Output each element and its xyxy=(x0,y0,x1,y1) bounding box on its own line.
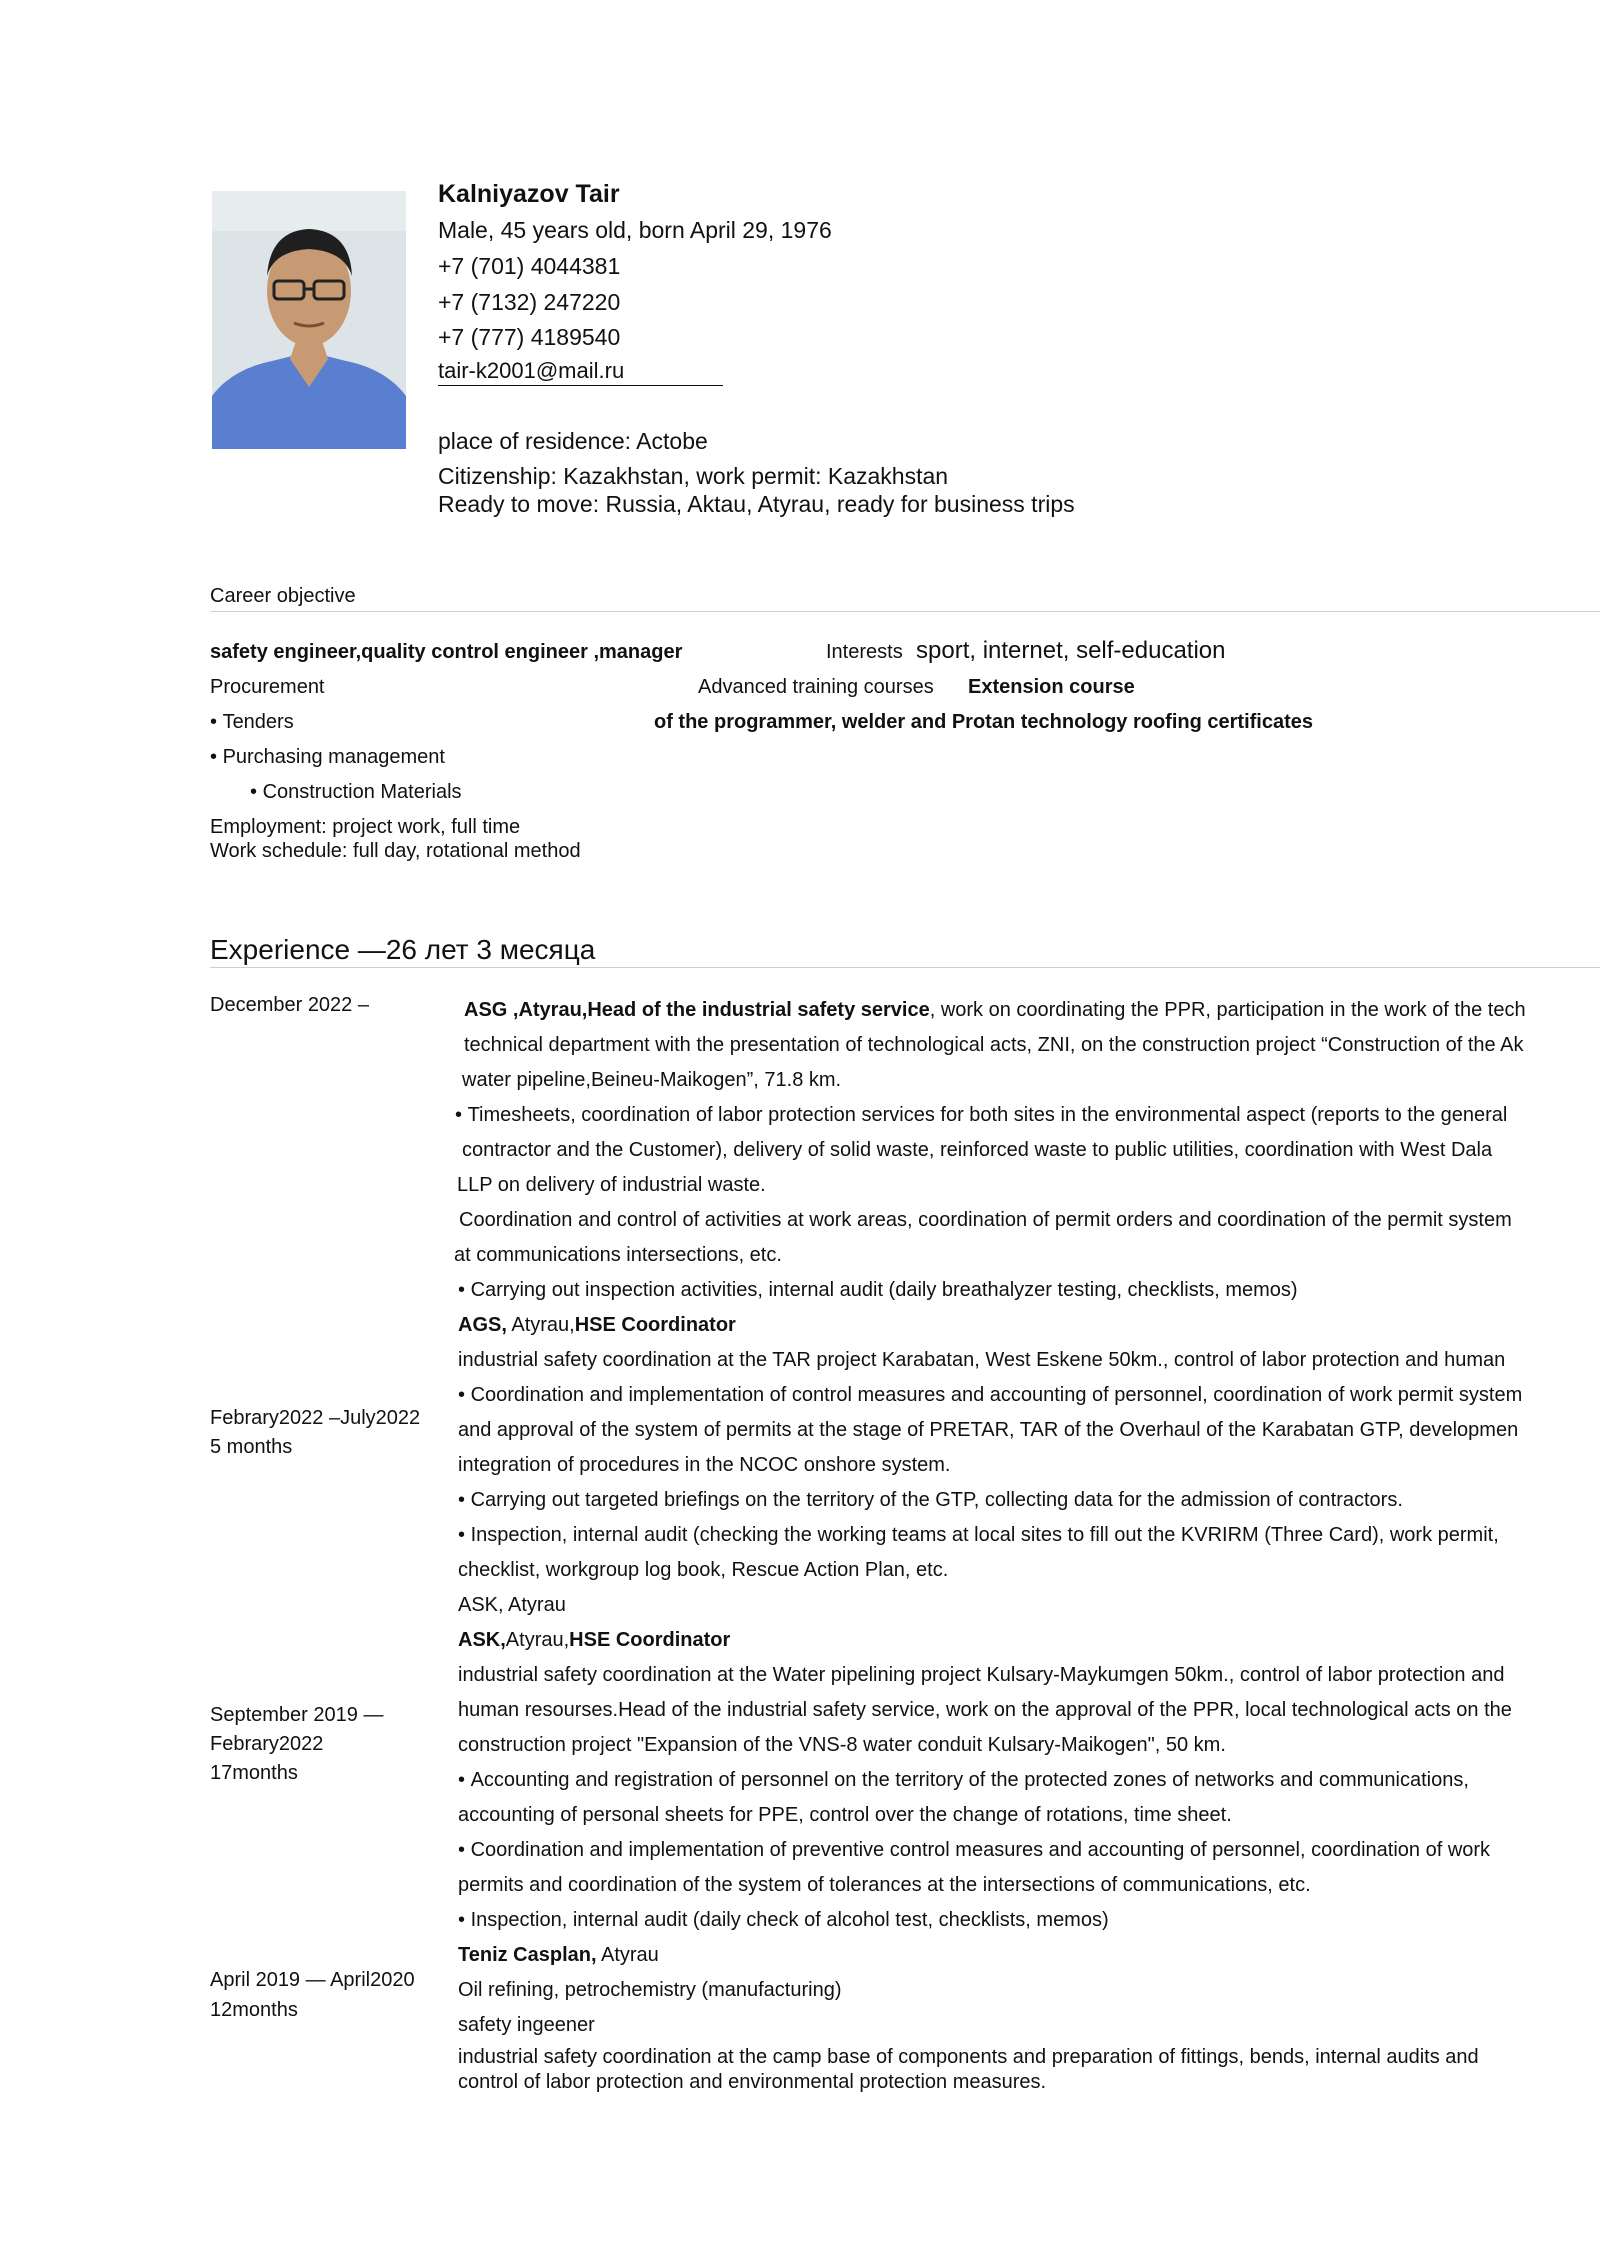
job2-role: HSE Coordinator xyxy=(574,1314,736,1336)
job4-text-3: industrial safety coordination at the camp base of components and preparation of fittings, bends, internal audits and xyxy=(458,2046,1479,2068)
job2-text-7: checklist, workgroup log book, Rescue Action Plan, etc. xyxy=(458,1559,949,1581)
job1-text-3: water pipeline,Beineu-Maikogen”, 71.8 km. xyxy=(462,1069,842,1091)
job3-period: September 2019 — xyxy=(210,1704,384,1726)
job1-text-9: • Carrying out inspection activities, internal audit (daily breathalyzer testing, checklists, memos) xyxy=(458,1279,1298,1302)
job2-text-3: and approval of the system of permits at the stage of PRETAR, TAR of the Overhaul of the Karabatan GTP, developmen xyxy=(458,1419,1519,1441)
job1-text-4: • Timesheets, coordination of labor protection services for both sites in the environmental aspect (reports to the general xyxy=(455,1104,1507,1127)
target-position: safety engineer,quality control engineer ,manager xyxy=(210,641,683,663)
job3-company-line xyxy=(458,1629,730,1652)
job2-company: AGS, xyxy=(458,1314,507,1336)
job1-text-6: LLP on delivery of industrial waste. xyxy=(457,1174,766,1196)
job2-text-5: • Carrying out targeted briefings on the territory of the GTP, collecting data for the admission of contractors. xyxy=(458,1489,1403,1512)
job2-city: Atyrau, xyxy=(506,1314,575,1336)
phone-2: +7 (7132) 247220 xyxy=(438,289,621,315)
work-schedule: Work schedule: full day, rotational method xyxy=(210,840,581,862)
career-divider xyxy=(210,611,1600,612)
job3-company: ASK, xyxy=(458,1629,506,1651)
job4-city: Atyrau xyxy=(596,1944,659,1966)
job1-text-8: at communications intersections, etc. xyxy=(454,1244,782,1266)
job3-text-2: human resourses.Head of the industrial safety service, work on the approval of the PPR, local technological acts on the xyxy=(458,1699,1512,1721)
profile-photo xyxy=(212,191,406,449)
job4-company-line xyxy=(458,1944,659,1967)
job3-pre-company: ASK, Atyrau xyxy=(458,1594,566,1616)
job1-text-2: technical department with the presentation of technological acts, ZNI, on the construction project “Construction of the Ak xyxy=(464,1034,1524,1056)
training-label: Advanced training courses xyxy=(698,676,934,698)
job4-company: Teniz Casplan, xyxy=(458,1944,597,1966)
job1-company: ASG ,Atyrau,Head of the industrial safety service xyxy=(464,999,930,1021)
job3-role: HSE Coordinator xyxy=(569,1629,731,1651)
job3-text-1: industrial safety coordination at the Water pipelining project Kulsary-Maykumgen 50km., control of labor protection and xyxy=(458,1664,1505,1686)
job2-duration: 5 months xyxy=(210,1436,293,1458)
training-detail: of the programmer, welder and Protan technology roofing certificates xyxy=(654,711,1314,733)
career-objective-heading: Career objective xyxy=(210,585,356,607)
purchasing-item: • Purchasing management xyxy=(210,746,445,769)
job3-text-6: • Coordination and implementation of preventive control measures and accounting of personnel, coordination of work xyxy=(458,1839,1490,1862)
procurement-label: Procurement xyxy=(210,676,325,698)
job4-text-1: Oil refining, petrochemistry (manufacturing) xyxy=(458,1979,842,2001)
candidate-bio: Male, 45 years old, born April 29, 1976 xyxy=(438,217,832,243)
job4-period: April 2019 — April2020 xyxy=(210,1969,415,1991)
job3-city: Atyrau, xyxy=(505,1629,570,1651)
job2-text-2: • Coordination and implementation of control measures and accounting of personnel, coordination of work permit system xyxy=(458,1384,1522,1407)
job3-text-5: accounting of personal sheets for PPE, control over the change of rotations, time sheet. xyxy=(458,1804,1232,1826)
tenders-item: • Tenders xyxy=(210,711,294,734)
job2-text-6: • Inspection, internal audit (checking the working teams at local sites to fill out the KVRIRM (Three Card), work permit, xyxy=(458,1524,1499,1547)
job2-text-4: integration of procedures in the NCOC onshore system. xyxy=(458,1454,951,1476)
job1-text-1: , work on coordinating the PPR, participation in the work of the tech xyxy=(929,999,1526,1021)
job3-duration: 17months xyxy=(210,1762,298,1784)
candidate-name: Kalniyazov Tair xyxy=(438,180,620,208)
residence: place of residence: Actobe xyxy=(438,428,708,454)
job4-duration: 12months xyxy=(210,1999,298,2021)
job3-text-4: • Accounting and registration of personnel on the territory of the protected zones of networks and communications, xyxy=(458,1769,1469,1792)
employment: Employment: project work, full time xyxy=(210,816,521,838)
experience-heading: Experience —26 лет 3 месяца xyxy=(210,934,596,965)
job1-text-5: contractor and the Customer), delivery of solid waste, reinforced waste to public utilities, coordination with West Dala xyxy=(462,1139,1493,1161)
interests-label: Interests xyxy=(826,641,903,663)
job2-company-line xyxy=(458,1314,736,1337)
materials-item: • Construction Materials xyxy=(250,781,462,804)
email-link[interactable] xyxy=(438,358,723,386)
job2-period: Febrary2022 –July2022 xyxy=(210,1407,421,1429)
job1-period: December 2022 – xyxy=(210,994,369,1016)
training-value: Extension course xyxy=(968,676,1135,698)
job1-text-7: Coordination and control of activities at work areas, coordination of permit orders and coordination of the permit system xyxy=(459,1209,1512,1231)
job4-text-2: safety ingeener xyxy=(458,2014,595,2036)
job3-text-7: permits and coordination of the system of tolerances at the intersections of communications, etc. xyxy=(458,1874,1311,1896)
citizenship: Citizenship: Kazakhstan, work permit: Kazakhstan xyxy=(438,463,949,489)
relocation: Ready to move: Russia, Aktau, Atyrau, ready for business trips xyxy=(438,491,1075,517)
job2-text-1: industrial safety coordination at the TAR project Karabatan, West Eskene 50km., control of labor protection and human xyxy=(458,1349,1506,1371)
person-photo-icon xyxy=(212,191,406,449)
interests-value: sport, internet, self-education xyxy=(916,637,1226,664)
phone-3: +7 (777) 4189540 xyxy=(438,324,621,350)
job4-text-4: control of labor protection and environmental protection measures. xyxy=(458,2071,1047,2093)
email-text[interactable]: tair-k2001@mail.ru xyxy=(438,358,625,383)
experience-divider xyxy=(210,967,1600,968)
job1-line-1 xyxy=(464,999,1526,1022)
job3-text-8: • Inspection, internal audit (daily check of alcohol test, checklists, memos) xyxy=(458,1909,1109,1932)
job3-text-3: construction project "Expansion of the VNS-8 water conduit Kulsary-Maikogen", 50 km. xyxy=(458,1734,1226,1756)
job3-period-2: Febrary2022 xyxy=(210,1733,324,1755)
phone-1: +7 (701) 4044381 xyxy=(438,253,621,279)
